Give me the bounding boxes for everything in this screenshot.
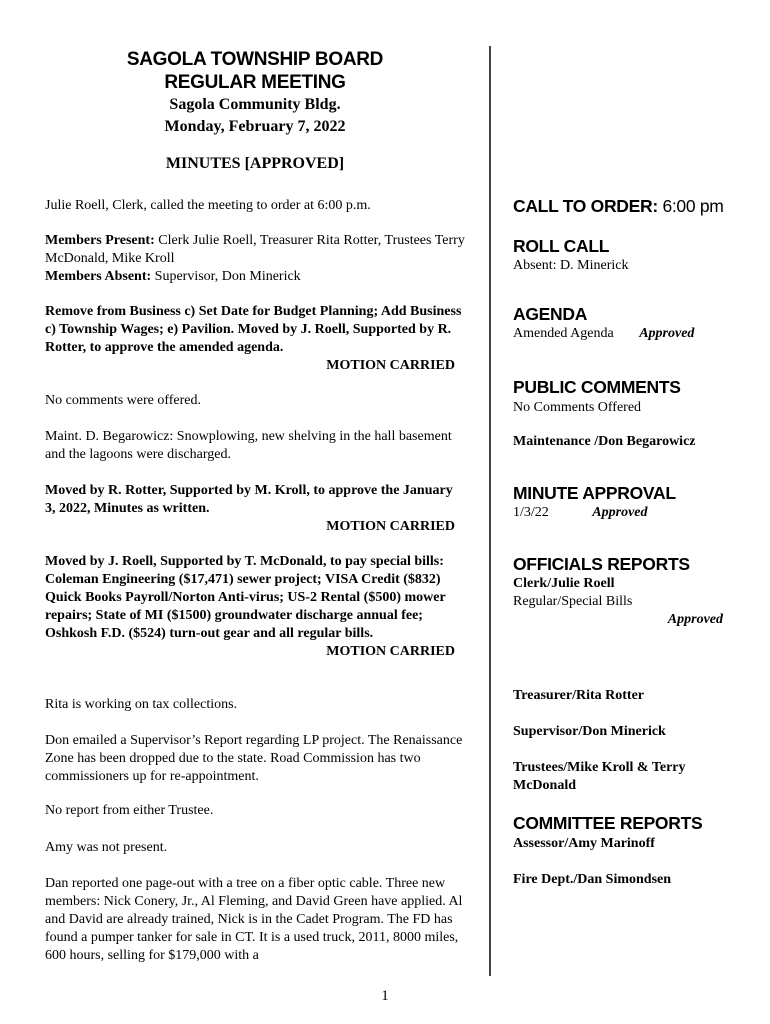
page-number: 1 (381, 988, 389, 1004)
public-comments-result: No Comments Offered (513, 400, 642, 415)
assessor-label: Assessor/Amy Marinoff (513, 836, 655, 851)
bills-text: Regular/Special Bills (513, 594, 633, 609)
supervisor-label: Supervisor/Don Minerick (513, 724, 666, 739)
treasurer-text: Rita is working on tax collections. (45, 697, 238, 712)
public-comments-text: No comments were offered. (45, 393, 202, 408)
trustees-label: Trustees/Mike Kroll & Terry McDonald (513, 760, 686, 793)
minute-approval-result (513, 504, 743, 522)
members-present-label: Members Present: (45, 233, 155, 248)
agenda-result (513, 325, 743, 343)
maintenance-label: Maintenance /Don Begarowicz (513, 434, 696, 449)
fire-dept-label: Fire Dept./Dan Simondsen (513, 872, 672, 887)
treasurer-label: Treasurer/Rita Rotter (513, 688, 645, 703)
motion-carried-2: MOTION CARRIED (326, 519, 455, 534)
minute-approval-heading: MINUTE APPROVAL (513, 483, 676, 503)
fire-dept-text: Dan reported one page-out with a tree on a fiber optic cable. Three new members: Nick Conery, Jr., Al Fleming, and David Green have applied. Al and David are already trained, Nick is in the Cadet Program. The FD has found a pumper tanker for sale in CT. It is a used truck, 2011, 8000 miles, 600 hours, selling for $179,000 with a (45, 876, 463, 963)
meeting-date: Monday, February 7, 2022 (164, 118, 346, 135)
agenda-motion-text: Remove from Business c) Set Date for Budget Planning; Add Business c) Township Wages; e) Pavilion. Moved by J. Roell, Supported by R. Rotter, to approve the amended agenda. (45, 304, 462, 355)
call-to-order-time: 6:00 pm (662, 196, 724, 216)
minutes-motion-text: Moved by R. Rotter, Supported by M. Kroll, to approve the January 3, 2022, Minutes as written. (45, 483, 453, 516)
title-line-1: SAGOLA TOWNSHIP BOARD (126, 49, 384, 70)
column-divider (489, 46, 491, 976)
members-block (45, 232, 465, 286)
public-comments-heading: PUBLIC COMMENTS (513, 377, 681, 397)
officials-reports-heading: OFFICIALS REPORTS (513, 554, 690, 574)
meeting-location: Sagola Community Bldg. (169, 96, 341, 113)
call-to-order-heading-label: CALL TO ORDER: (513, 196, 658, 216)
assessor-text: Amy was not present. (45, 840, 168, 855)
minute-approval-date: 1/3/22 (513, 505, 549, 520)
bills-status: Approved (667, 612, 723, 627)
roll-call-heading: ROLL CALL (513, 236, 610, 256)
supervisor-text: Don emailed a Supervisor’s Report regarding LP project. The Renaissance Zone has been dropped due to the state. Road Commission has two commissioners up for re-appointment. (45, 733, 463, 784)
call-to-order-heading (513, 195, 724, 217)
call-to-order-text: Julie Roell, Clerk, called the meeting to order at 6:00 p.m. (45, 198, 371, 213)
members-absent-text: Supervisor, Don Minerick (151, 269, 301, 284)
agenda-motion (45, 303, 465, 375)
agenda-status: Approved (639, 326, 695, 341)
members-absent-label: Members Absent: (45, 269, 152, 284)
minutes-status: MINUTES [APPROVED] (165, 155, 345, 172)
agenda-result-text: Amended Agenda (513, 326, 614, 341)
motion-carried-3: MOTION CARRIED (326, 644, 455, 659)
minute-approval-status: Approved (592, 505, 648, 520)
bills-motion-text: Moved by J. Roell, Supported by T. McDonald, to pay special bills: Coleman Engineering ($17,471) sewer project; VISA Credit ($832) Quick Books Payroll/Norton Anti-virus; US-2 Rental ($500) mower repairs; State of MI ($1500) groundwater discharge annual fee; Oshkosh F.D. ($524) turn-out gear and all regular bills. (45, 554, 446, 641)
bills-motion (45, 553, 465, 661)
minutes-motion (45, 482, 465, 536)
maintenance-text: Maint. D. Begarowicz: Snowplowing, new shelving in the hall basement and the lagoons were discharged. (45, 429, 452, 462)
agenda-heading: AGENDA (513, 304, 588, 324)
motion-carried-1: MOTION CARRIED (326, 358, 455, 373)
roll-call-text: Absent: D. Minerick (513, 258, 629, 273)
trustees-text: No report from either Trustee. (45, 803, 214, 818)
clerk-label: Clerk/Julie Roell (513, 576, 615, 591)
title-line-2: REGULAR MEETING (164, 72, 346, 93)
members-present-text: Clerk Julie Roell, Treasurer Rita Rotter, Trustees Terry McDonald, Mike Kroll (45, 233, 465, 266)
committee-reports-heading: COMMITTEE REPORTS (513, 813, 703, 833)
